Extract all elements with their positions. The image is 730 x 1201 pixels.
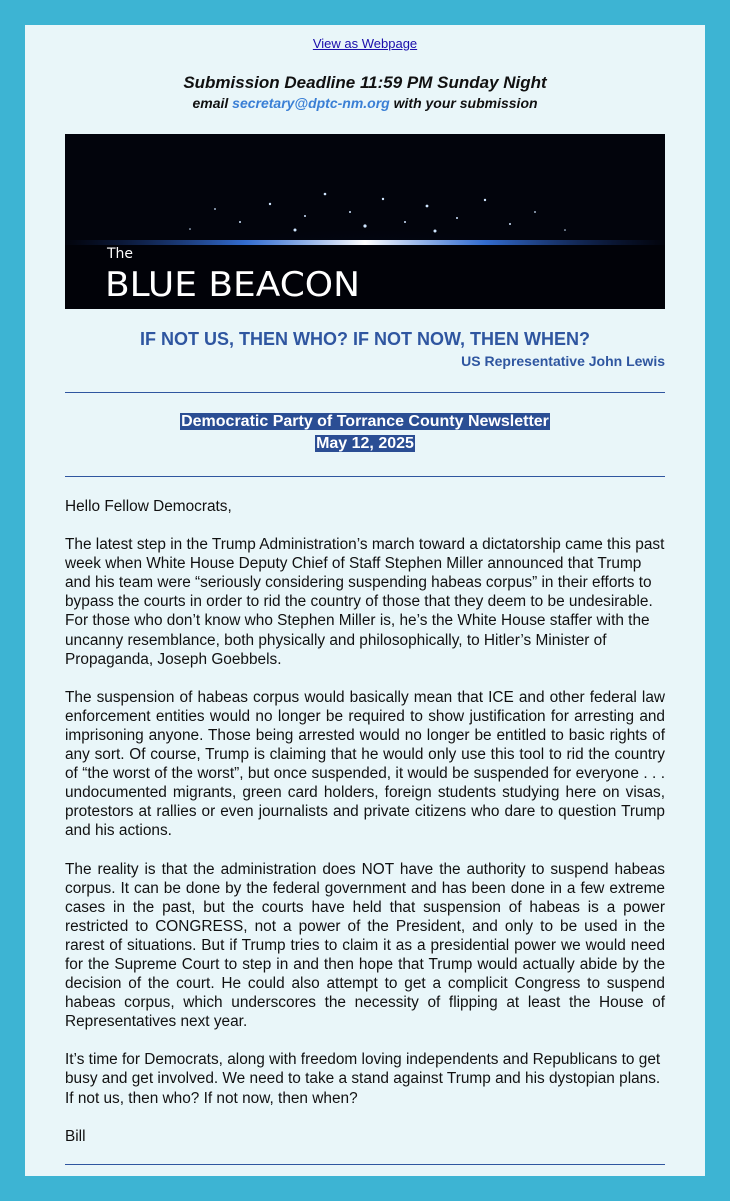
banner-title-large: BLUE BEACON (105, 265, 360, 305)
submission-deadline: Submission Deadline 11:59 PM Sunday Night (183, 73, 547, 92)
newsletter-card (25, 25, 705, 1176)
letter-signature: Bill (65, 1127, 86, 1145)
newsletter-name: Democratic Party of Torrance County Newsletter (181, 413, 549, 430)
letter-paragraph-2: The suspension of habeas corpus would basically mean that ICE and other federal law enforcement entities would no longer be required to show justification for arresting and imprisoning anyone. Those being arrested would no longer be entitled to basic rights of any sort. Of course, Trump is claiming that he would only use this tool to rid the country of “the worst of the worst”, but once suspended, it would be suspended for everyone . . . undocumented migrants, green card holders, foreign students studying here on visas, protestors at rallies or even journalists and private citizens who dare to question Trump and his actions. (65, 688, 665, 840)
email-instruction (25, 95, 705, 111)
view-as-webpage-row (25, 36, 705, 51)
divider-bottom (65, 1164, 665, 1165)
email-link[interactable]: secretary@dptc-nm.org (232, 95, 390, 111)
divider-middle (65, 476, 665, 477)
email-suffix: with your submission (393, 95, 538, 111)
divider-top (65, 392, 665, 393)
letter-paragraph-3: The reality is that the administration does NOT have the authority to suspend habeas corpus. It can be done by the federal government and has been done in a few extreme cases in the past, but the courts have held that suspension of habeas is a power restricted to CONGRESS, not a power of the President, and only to be used in the rarest of situations. But if Trump tries to claim it as a presidential power we would need for the Supreme Court to step in and then hope that Trump would actually abide by the decision of the court. He could also attempt to get a complicit Congress to suspend habeas corpus, which underscores the necessity of flipping at least the House of Representatives next year. (65, 860, 665, 1031)
view-as-webpage-link[interactable]: View as Webpage (312, 36, 418, 51)
newsletter-name-row (25, 413, 705, 431)
letter-paragraph-4: It’s time for Democrats, along with freedom loving independents and Republicans to get busy and get involved. We need to take a stand against Trump and his dystopian plans. If not us, then who? If not now, then when? (65, 1051, 661, 1107)
letter-body (65, 497, 665, 1165)
letter-greeting: Hello Fellow Democrats, (65, 498, 232, 515)
quote-attribution: US Representative John Lewis (461, 353, 665, 369)
beacon-glow-graphic (65, 134, 665, 309)
banner-title-small: The (107, 246, 134, 262)
newsletter-date-row (25, 435, 705, 453)
letter-paragraph-1: The latest step in the Trump Administration’s march toward a dictatorship came this past week when White House Deputy Chief of Staff Stephen Miller announced that Trump and his team were “seriously considering suspending habeas corpus” in their efforts to bypass the courts in order to rid the country of those that they deem to be undesirable. For those who don’t know who Stephen Miller is, he’s the White House staffer with the uncanny resemblance, both physically and philosophically, to Hitler’s Minister of Propaganda, Joseph Goebbels. (65, 536, 665, 668)
blue-beacon-banner (65, 134, 665, 309)
newsletter-date: May 12, 2025 (316, 435, 414, 452)
john-lewis-quote: IF NOT US, THEN WHO? IF NOT NOW, THEN WHEN? (140, 329, 590, 349)
email-prefix: email (192, 95, 229, 111)
